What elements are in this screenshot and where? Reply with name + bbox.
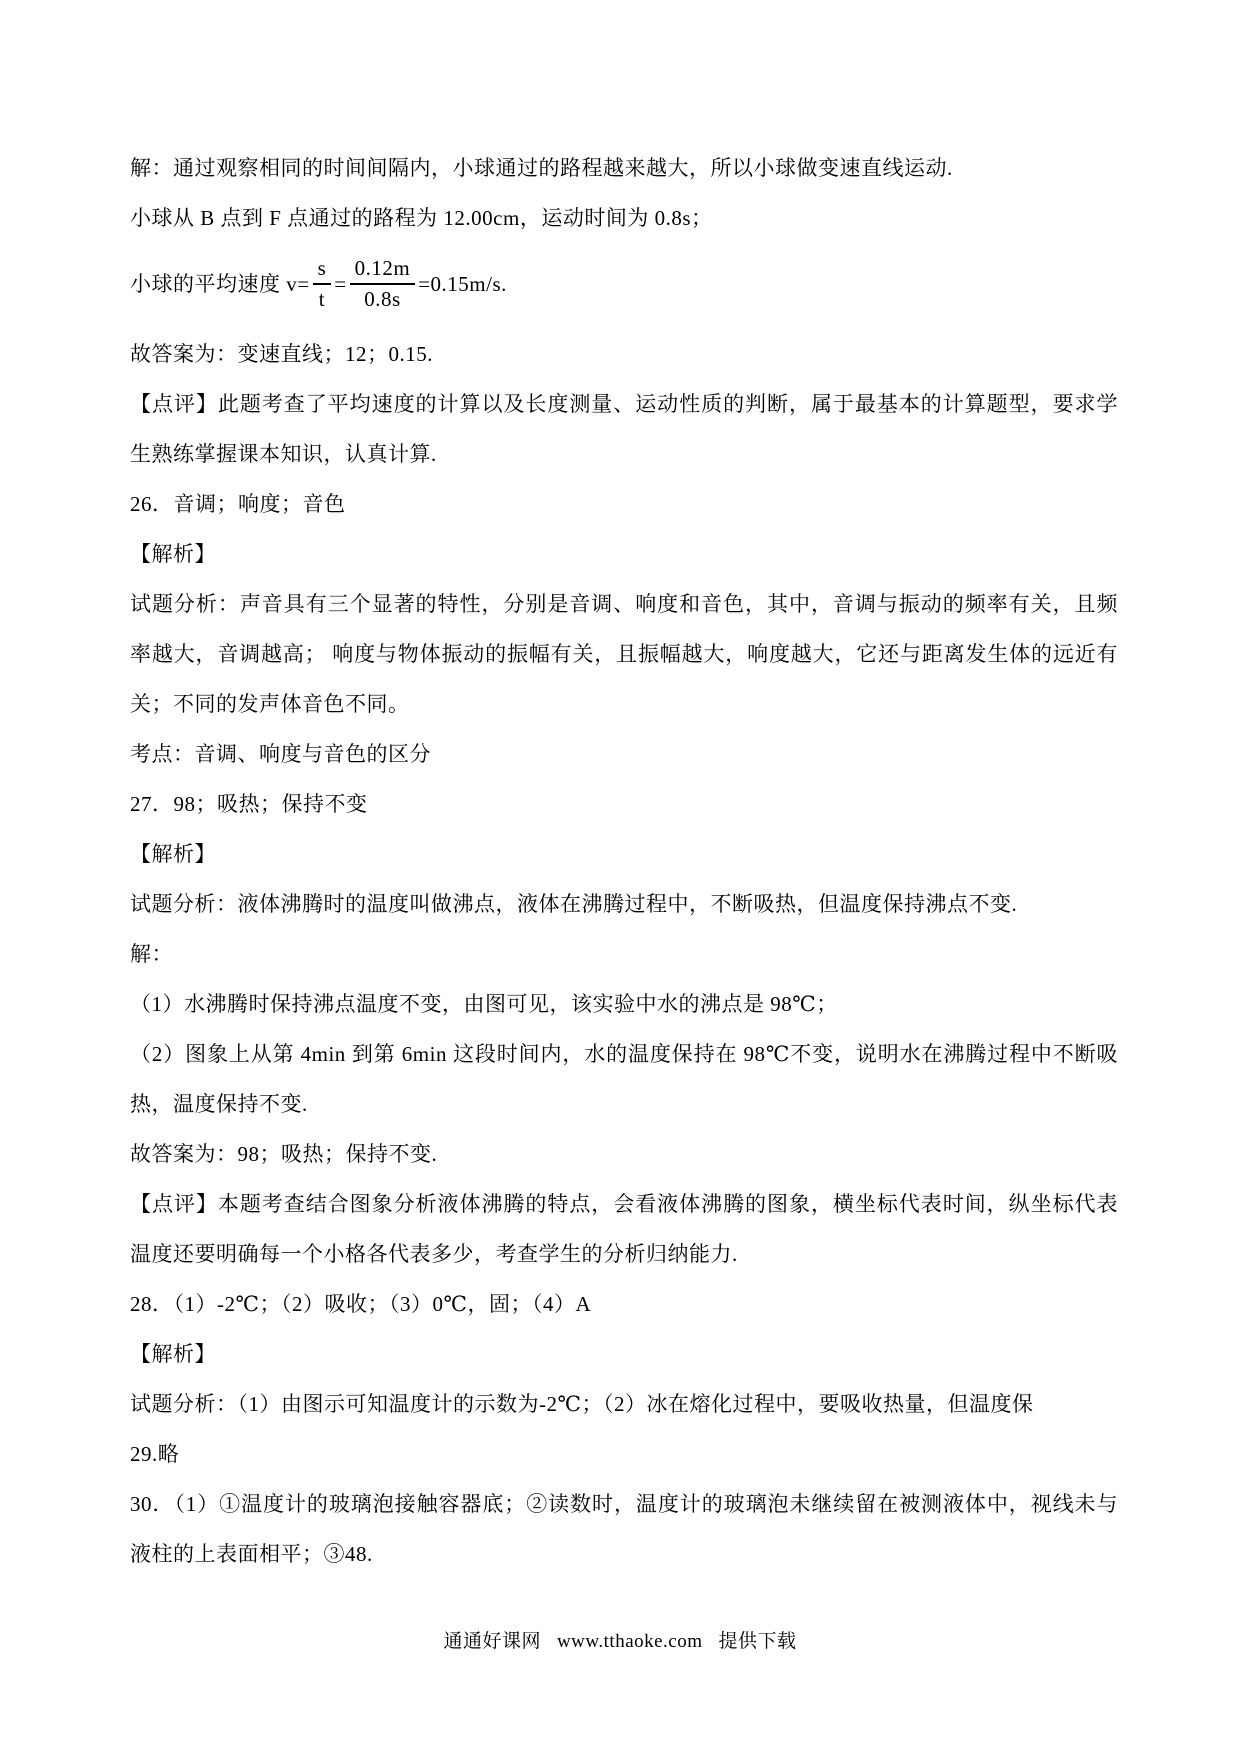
page-footer	[0, 1628, 1240, 1656]
solution-header-27: 解：	[130, 942, 173, 966]
footer-url: www.tthaoke.com	[556, 1631, 703, 1652]
fraction-s-over-t	[313, 255, 332, 313]
fraction-numerator: 0.12m	[350, 255, 416, 285]
answer-27: 27．98；吸热；保持不变	[130, 792, 368, 816]
comment-25: 【点评】此题考查了平均速度的计算以及长度测量、运动性质的判断，属于最基本的计算题型，要求学生熟练掌握课本知识，认真计算.	[130, 392, 1118, 466]
analysis-header-27: 【解析】	[130, 842, 216, 866]
formula-equals-sign: =	[334, 271, 347, 296]
solution-27-part1: （1）水沸腾时保持沸点温度不变，由图可见，该实验中水的沸点是 98℃；	[130, 992, 838, 1016]
exam-point-26: 考点：音调、响度与音色的区分	[130, 742, 431, 766]
footer-download-text: 提供下载	[718, 1631, 797, 1652]
analysis-28: 试题分析：（1）由图示可知温度计的示数为-2℃；（2）冰在熔化过程中，要吸收热量，但温度保	[130, 1392, 1034, 1416]
solution-distance-time-25: 小球从 B 点到 F 点通过的路程为 12.00cm，运动时间为 0.8s；	[130, 206, 713, 230]
answer-summary-25: 故答案为：变速直线；12；0.15.	[130, 342, 433, 366]
fraction-numerator: s	[313, 255, 332, 285]
solution-explanation-25: 解：通过观察相同的时间间隔内，小球通过的路程越来越大，所以小球做变速直线运动.	[130, 156, 953, 180]
document-content	[130, 143, 1118, 1579]
answer-28: 28．（1）-2℃；（2）吸收；（3）0℃，固；（4）A	[130, 1292, 592, 1316]
footer-site-name: 通通好课网	[443, 1631, 541, 1652]
analysis-header-26: 【解析】	[130, 542, 216, 566]
fraction-denominator: t	[318, 287, 326, 311]
fraction-denominator: 0.8s	[364, 287, 401, 311]
analysis-26: 试题分析：声音具有三个显著的特性，分别是音调、响度和音色，其中，音调与振动的频率有关，且频率越大，音调越高； 响度与物体振动的振幅有关，且振幅越大，响度越大，它还与距离发生体的远近有关；不同的发声体音色不同。	[130, 592, 1118, 716]
answer-26: 26．音调；响度；音色	[130, 492, 346, 516]
answer-29: 29.略	[130, 1442, 180, 1466]
answer-30: 30．（1）①温度计的玻璃泡接触容器底；②读数时，温度计的玻璃泡未继续留在被测液体中，视线未与液柱的上表面相平；③48.	[130, 1492, 1118, 1566]
answer-summary-27: 故答案为：98；吸热；保持不变.	[130, 1142, 438, 1166]
solution-27-part2: （2）图象上从第 4min 到第 6min 这段时间内，水的温度保持在 98℃不变，说明水在沸腾过程中不断吸热，温度保持不变.	[130, 1042, 1118, 1116]
fraction-values	[350, 255, 416, 313]
average-speed-formula	[130, 243, 1118, 329]
analysis-header-28: 【解析】	[130, 1342, 216, 1366]
analysis-27: 试题分析：液体沸腾时的温度叫做沸点，液体在沸腾过程中，不断吸热，但温度保持沸点不变.	[130, 892, 1018, 916]
formula-result: =0.15m/s.	[418, 271, 507, 296]
formula-prefix: 小球的平均速度 v=	[130, 271, 310, 296]
comment-27: 【点评】本题考查结合图象分析液体沸腾的特点，会看液体沸腾的图象，横坐标代表时间，纵坐标代表温度还要明确每一个小格各代表多少，考查学生的分析归纳能力.	[130, 1192, 1118, 1266]
